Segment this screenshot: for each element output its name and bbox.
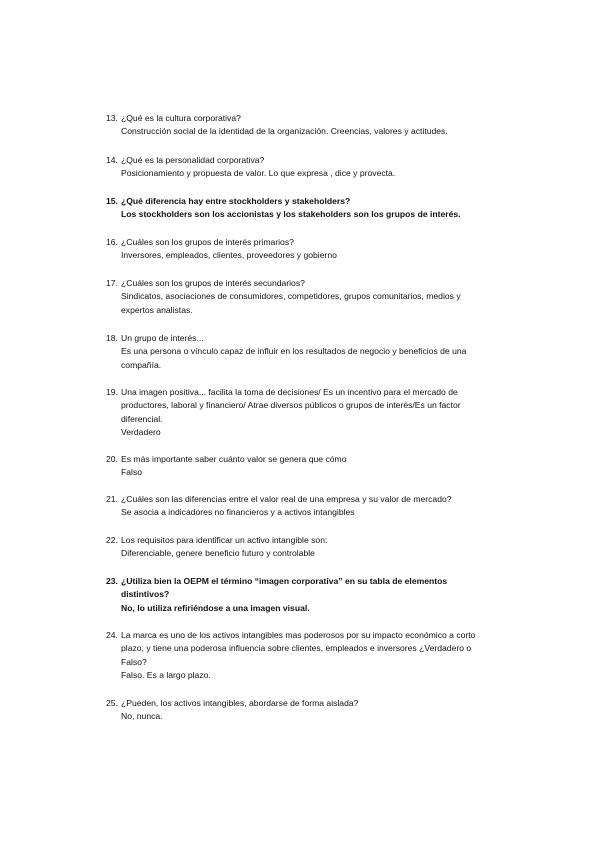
question-item-18 [106, 332, 476, 372]
question-number: 13. [106, 113, 118, 123]
question-item-21 [106, 493, 476, 520]
answer-text: Inversores, empleados, clientes, proveedores y gobierno [121, 250, 337, 261]
question-item-22 [106, 534, 476, 561]
question-text: ¿Pueden, los activos intangibles, abordarse de forma aislada? [121, 698, 359, 708]
question-text: ¿Cuáles son los grupos de interés primarios? [121, 237, 294, 247]
question-item-17 [106, 277, 476, 317]
question-item-24 [106, 629, 476, 683]
question-text: ¿Qué diferencia hay entre stockholders y stakeholders? [121, 196, 351, 206]
answer-text: Diferenciable, genere beneficio futuro y controlable [121, 548, 315, 559]
question-item-16 [106, 236, 476, 263]
question-text: La marca es uno de los activos intangibles mas poderosos por su impacto económico a corto plazo, y tiene una poderosa influencia sobre clientes, empleados e inversores ¿Verdadero o Falso? [121, 630, 476, 667]
answer-text: Se asocia a indicadores no financieros y a activos intangibles [121, 507, 355, 518]
answer-text: Verdadero [121, 427, 161, 438]
question-number: 20. [106, 454, 118, 464]
answer-text: Falso. Es a largo plazo. [121, 670, 211, 681]
question-text: Una imagen positiva... facilita la toma de decisiones/ Es un incentivo para el mercado de productores, laboral y financiero/ Atrae diversos públicos o grupos de interés/Es un factor diferencial. [121, 387, 461, 424]
question-item-20 [106, 453, 476, 480]
question-number: 18. [106, 333, 118, 343]
answer-text: No, lo utiliza refiriéndose a una imagen visual. [121, 602, 310, 613]
question-item-23 [106, 575, 476, 615]
question-number: 15. [106, 196, 118, 206]
question-text: ¿Utiliza bien la OEPM el término “imagen corporativa” en su tabla de elementos distintivos? [121, 576, 448, 600]
question-item-15 [106, 195, 476, 222]
question-number: 19. [106, 387, 118, 397]
answer-text: Sindicatos, asociaciones de consumidores, competidores, grupos comunitarios, medios y expertos analistas. [121, 291, 461, 315]
question-item-25 [106, 697, 476, 724]
question-number: 24. [106, 630, 118, 640]
question-text: ¿Cuáles son las diferencias entre el valor real de una empresa y su valor de mercado? [121, 494, 452, 504]
question-number: 17. [106, 278, 118, 288]
answer-text: No, nunca. [121, 711, 163, 722]
question-number: 14. [106, 155, 118, 165]
answer-text: Construcción social de la identidad de la organización. Creencias, valores y actitudes. [121, 126, 448, 137]
question-item-13 [106, 112, 476, 139]
question-text: ¿Qué es la cultura corporativa? [121, 113, 241, 123]
question-text: Un grupo de interés... [121, 333, 204, 343]
answer-text: Posicionamiento y propuesta de valor. Lo que expresa , dice y provecta. [121, 168, 396, 179]
answer-text: Es una persona o vínculo capaz de influir en los resultados de negocio y beneficios de una compañía. [121, 346, 467, 370]
question-number: 21. [106, 494, 118, 504]
question-number: 16. [106, 237, 118, 247]
question-item-14 [106, 154, 476, 181]
question-text: ¿Cuáles son los grupos de interés secundarios? [121, 278, 305, 288]
answer-text: Los stockholders son los accionistas y los stakeholders son los grupos de interés. [121, 209, 461, 220]
question-text: Es más importante saber cuánto valor se genera que cómo [121, 454, 347, 464]
question-number: 23. [106, 576, 118, 586]
question-text: Los requisitos para identificar un activo intangible son: [121, 535, 328, 545]
question-item-19 [106, 386, 476, 440]
question-number: 25. [106, 698, 118, 708]
question-number: 22. [106, 535, 118, 545]
question-text: ¿Qué es la personalidad corporativa? [121, 155, 265, 165]
answer-text: Falso [121, 467, 143, 478]
